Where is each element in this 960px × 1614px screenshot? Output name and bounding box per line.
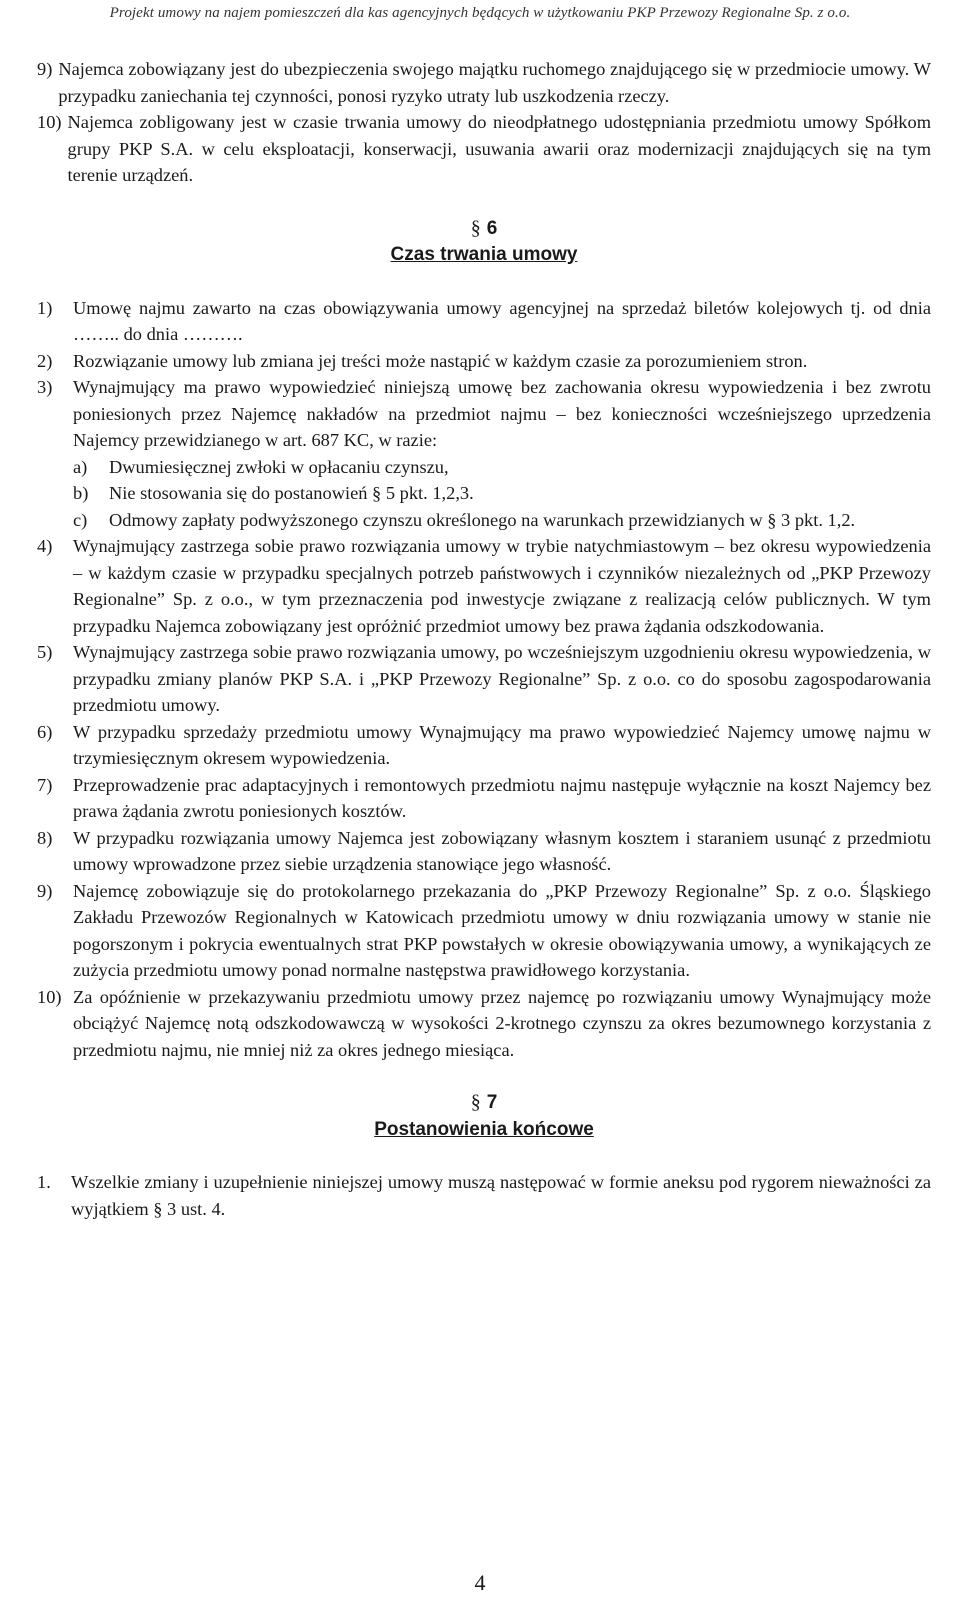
item-number: 10) <box>37 986 62 1007</box>
item-text: Umowę najmu zawarto na czas obowiązywania umowy agencyjnej na sprzedaż biletów kolejowych tj. od dnia …….. do dnia ………. <box>73 297 931 344</box>
sub-item-text: Nie stosowania się do postanowień § 5 pkt. 1,2,3. <box>109 483 474 503</box>
list-item <box>37 295 931 348</box>
page-number: 4 <box>474 1570 486 1595</box>
item-text: Najemcę zobowiązuje się do protokolarnego przekazania do „PKP Przewozy Regionalne” Sp. z o.o. Śląskiego Zakładu Przewozów Regionalnych w Katowicach przedmiotu umowy w dniu rozwiązania umowy w stanie nie pogorszonym i pokrycia ewentualnych strat PKP powstałych w okresie obowiązywania umowy, a wynikających ze zużycia przedmiotu umowy ponad normalne następstwa prawidłowego korzystania. <box>73 880 931 980</box>
item-number: 5) <box>37 642 53 662</box>
item-number: 6) <box>37 721 53 742</box>
list-item <box>37 348 931 375</box>
item-number: 9) <box>37 59 53 79</box>
item-text: Rozwiązanie umowy lub zmiana jej treści może nastąpić w każdym czasie za porozumieniem stron. <box>73 350 808 371</box>
item-number: 1. <box>37 1172 51 1192</box>
item-number: 10) <box>37 112 62 132</box>
sub-item <box>73 454 931 481</box>
item-text: Wynajmujący zastrzega sobie prawo rozwiązania umowy w trybie natychmiastowym – bez okresu wypowiedzenia – w każdym czasie w przypadku specjalnych potrzeb państwowych i czynników niezależnych od „PKP Przewozy Regionalne” Sp. z o.o., w tym przeznaczenia pod inwestycje związane z realizacją celów publicznych. W tym przypadku Najemca zobowiązany jest opróżnić przedmiot umowy bez prawa żądania odszkodowania. <box>73 536 931 636</box>
sub-item-text: Odmowy zapłaty podwyższonego czynszu określonego na warunkach przewidzianych w § 3 pkt. 1,2. <box>109 509 856 530</box>
section-6-title: Czas trwania umowy <box>390 244 578 265</box>
list-item <box>37 1169 931 1222</box>
list-item <box>37 878 931 984</box>
sub-item-letter: a) <box>73 456 88 477</box>
continued-list <box>37 56 931 189</box>
item-number: 1) <box>37 297 53 318</box>
item-text: W przypadku sprzedaży przedmiotu umowy Wynajmujący ma prawo wypowiedzieć Najemcy umowę najmu w trzymiesięcznym okresem wypowiedzenia. <box>73 721 931 768</box>
section-6-list <box>37 295 931 1064</box>
item-number: 9) <box>37 880 53 901</box>
sub-item-letter: c) <box>73 509 88 530</box>
item-text: Przeprowadzenie prac adaptacyjnych i remontowych przedmiotu najmu następuje wyłącznie na koszt Najemcy bez prawa żądania zwrotu poniesionych kosztów. <box>73 774 931 821</box>
sub-item <box>73 480 931 507</box>
list-item <box>37 825 931 878</box>
item-text: Wynajmujący ma prawo wypowiedzieć niniejszą umowę bez zachowania okresu wypowiedzenia i bez zwrotu poniesionych przez Najemcę nakładów na przedmiot najmu – bez konieczności wcześniejszego uprzedzenia Najemcy przewidzianego w art. 687 KC, w razie: <box>73 377 931 450</box>
sub-item-letter: b) <box>73 483 89 503</box>
paragraph-symbol: § <box>470 216 481 239</box>
section-number: 6 <box>486 217 498 239</box>
section-number: 7 <box>486 1092 498 1113</box>
list-item <box>37 374 931 454</box>
list-item <box>37 56 931 109</box>
item-text: Za opóźnienie w przekazywaniu przedmiotu umowy przez najemcę po rozwiązaniu umowy Wynajmujący może obciążyć Najemcę notą odszkodowawczą w wysokości 2-krotnego czynszu za okres bezumownego korzystania z przedmiotu najmu, nie mniej niż za okres jednego miesiąca. <box>73 986 931 1060</box>
item-number: 2) <box>37 350 53 371</box>
list-item <box>37 533 931 639</box>
list-item <box>37 639 931 719</box>
section-7-list <box>37 1169 931 1222</box>
section-7-heading <box>37 1089 931 1143</box>
sub-item <box>73 507 931 534</box>
list-item <box>37 984 931 1064</box>
section-7-title: Postanowienia końcowe <box>374 1118 594 1140</box>
item-text: Najemca zobowiązany jest do ubezpieczenia swojego majątku ruchomego znajdującego się w przedmiocie umowy. W przypadku zaniechania tej czynności, ponosi ryzyko utraty lub uszkodzenia rzeczy. <box>58 59 931 106</box>
item-number: 3) <box>37 377 53 397</box>
list-item <box>37 109 931 189</box>
paragraph-symbol: § <box>470 1091 481 1113</box>
item-text: Wszelkie zmiany i uzupełnienie niniejszej umowy muszą następować w formie aneksu pod rygorem nieważności za wyjątkiem § 3 ust. 4. <box>71 1172 931 1219</box>
section-6-heading <box>37 215 931 269</box>
list-item <box>37 719 931 772</box>
item-number: 8) <box>37 827 53 848</box>
document-body <box>37 56 931 1222</box>
item-number: 4) <box>37 536 53 556</box>
list-item <box>37 772 931 825</box>
item-text: W przypadku rozwiązania umowy Najemca jest zobowiązany własnym kosztem i staraniem usunąć z przedmiotu umowy wprowadzone przez siebie urządzenia stanowiące jego własność. <box>73 827 931 874</box>
running-header: Projekt umowy na najem pomieszczeń dla kas agencyjnych będących w użytkowaniu PKP Przewozy Regionalne Sp. z o.o. <box>109 5 851 21</box>
item-number: 7) <box>37 774 53 795</box>
sub-item-text: Dwumiesięcznej zwłoki w opłacaniu czynszu, <box>109 456 449 477</box>
section-7-number <box>37 1089 931 1117</box>
item-text: Najemca zobligowany jest w czasie trwania umowy do nieodpłatnego udostępniania przedmiotu umowy Spółkom grupy PKP S.A. w celu eksploatacji, konserwacji, usuwania awarii oraz modernizacji znajdujących się na tym terenie urządzeń. <box>67 112 931 185</box>
section-6-number <box>37 215 931 243</box>
item-text: Wynajmujący zastrzega sobie prawo rozwiązania umowy, po wcześniejszym uzgodnieniu okresu wypowiedzenia, w przypadku zmiany planów PKP S.A. i „PKP Przewozy Regionalne” Sp. z o.o. co do sposobu zagospodarowania przedmiotu umowy. <box>73 642 931 715</box>
